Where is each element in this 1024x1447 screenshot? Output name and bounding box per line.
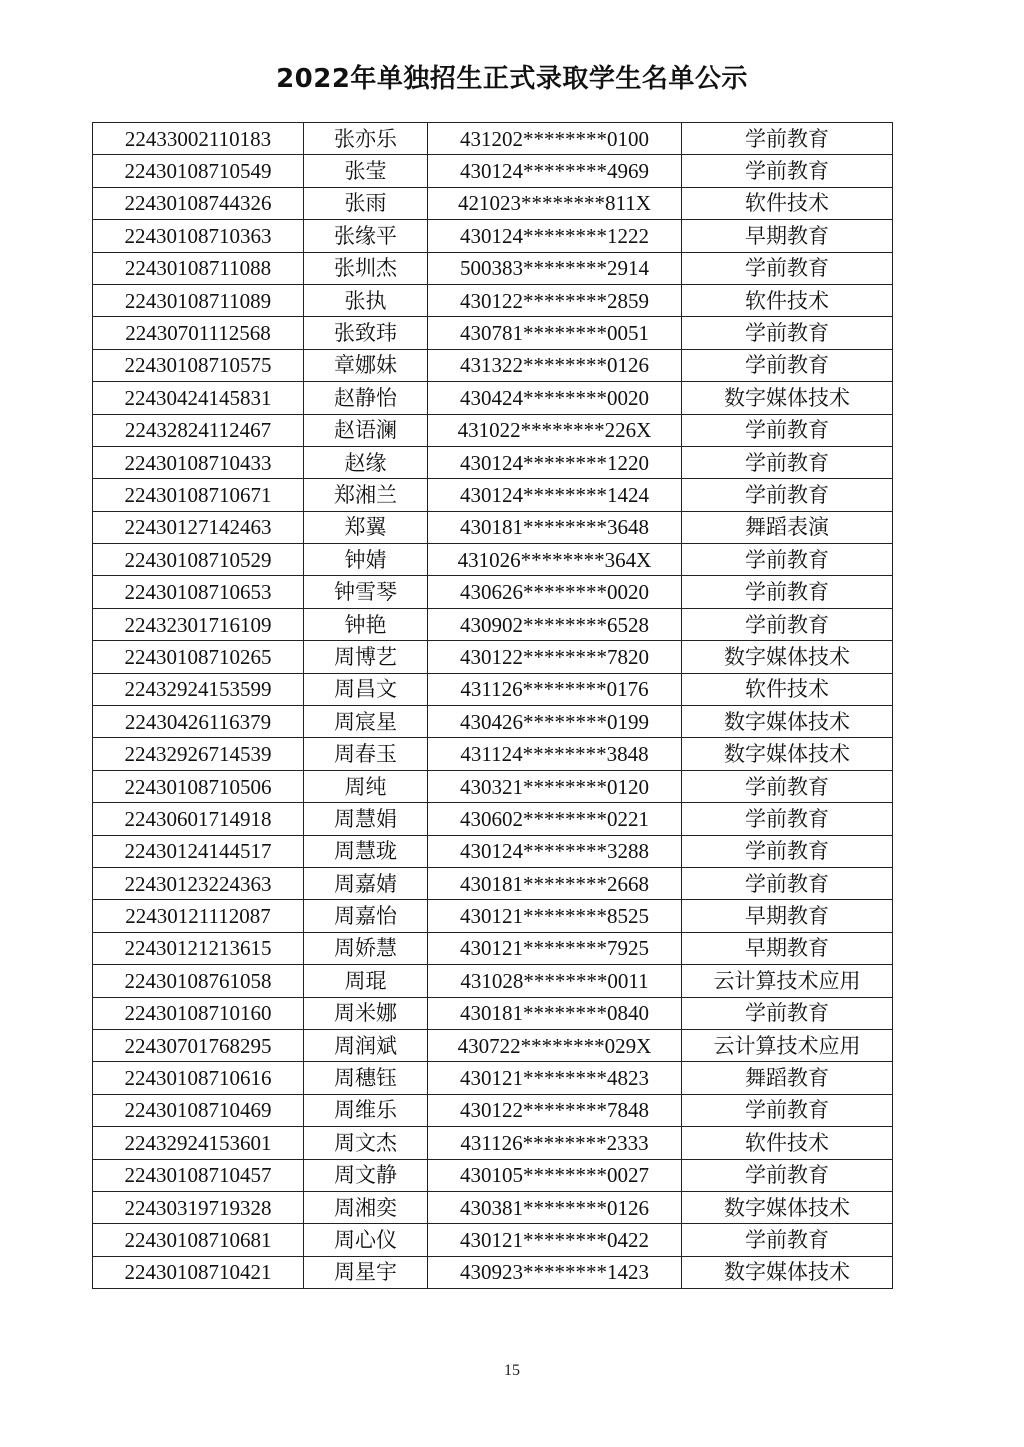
id-number-cell: 430602********0221 [428,803,682,835]
exam-number-cell: 22433002110183 [93,123,304,155]
exam-number-cell: 22432926714539 [93,738,304,770]
exam-number-cell: 22430124144517 [93,835,304,867]
id-number-cell: 430124********3288 [428,835,682,867]
major-cell: 学前教育 [682,1224,893,1256]
table-row [93,641,893,673]
major-cell: 早期教育 [682,220,893,252]
table-row [93,123,893,155]
id-number-cell: 430722********029X [428,1029,682,1061]
student-name-cell: 周春玉 [304,738,428,770]
major-cell: 学前教育 [682,123,893,155]
major-cell: 云计算技术应用 [682,965,893,997]
exam-number-cell: 22430108710653 [93,576,304,608]
student-name-cell: 周穗钰 [304,1062,428,1094]
id-number-cell: 431126********2333 [428,1127,682,1159]
table-row [93,317,893,349]
major-cell: 学前教育 [682,997,893,1029]
exam-number-cell: 22430108710506 [93,770,304,802]
major-cell: 数字媒体技术 [682,1191,893,1223]
exam-number-cell: 22430108710671 [93,479,304,511]
page-title: 2022年单独招生正式录取学生名单公示 [276,64,748,94]
table-row [93,706,893,738]
exam-number-cell: 22430108710549 [93,155,304,187]
table-row [93,867,893,899]
table-row [93,965,893,997]
exam-number-cell: 22430123224363 [93,867,304,899]
id-number-cell: 430626********0020 [428,576,682,608]
table-row [93,803,893,835]
id-number-cell: 430124********1424 [428,479,682,511]
student-name-cell: 周心仪 [304,1224,428,1256]
id-number-cell: 430426********0199 [428,706,682,738]
table-row [93,511,893,543]
major-cell: 软件技术 [682,284,893,316]
exam-number-cell: 22430108710160 [93,997,304,1029]
table-row [93,1094,893,1126]
table-row [93,544,893,576]
student-name-cell: 张缘平 [304,220,428,252]
exam-number-cell: 22432924153601 [93,1127,304,1159]
exam-number-cell: 22430121112087 [93,900,304,932]
id-number-cell: 431126********0176 [428,673,682,705]
student-name-cell: 张圳杰 [304,252,428,284]
id-number-cell: 431322********0126 [428,349,682,381]
major-cell: 舞蹈教育 [682,1062,893,1094]
table-row [93,252,893,284]
exam-number-cell: 22430108710529 [93,544,304,576]
major-cell: 早期教育 [682,900,893,932]
table-row [93,349,893,381]
table-row [93,284,893,316]
major-cell: 学前教育 [682,608,893,640]
id-number-cell: 430124********1222 [428,220,682,252]
table-row [93,220,893,252]
id-number-cell: 430122********7820 [428,641,682,673]
table-row [93,187,893,219]
student-name-cell: 周湘奕 [304,1191,428,1223]
table-row [93,1191,893,1223]
table-row [93,932,893,964]
major-cell: 学前教育 [682,544,893,576]
major-cell: 数字媒体技术 [682,1256,893,1288]
exam-number-cell: 22430424145831 [93,382,304,414]
student-name-cell: 周米娜 [304,997,428,1029]
table-row [93,155,893,187]
exam-number-cell: 22430108710457 [93,1159,304,1191]
exam-number-cell: 22430108710265 [93,641,304,673]
student-name-cell: 周昌文 [304,673,428,705]
major-cell: 学前教育 [682,576,893,608]
student-name-cell: 赵静怡 [304,382,428,414]
major-cell: 学前教育 [682,317,893,349]
student-name-cell: 周星宇 [304,1256,428,1288]
student-name-cell: 周润斌 [304,1029,428,1061]
student-name-cell: 章娜妹 [304,349,428,381]
id-number-cell: 431202********0100 [428,123,682,155]
roster-body [93,123,893,1289]
table-row [93,997,893,1029]
id-number-cell: 430181********0840 [428,997,682,1029]
student-name-cell: 张亦乐 [304,123,428,155]
id-number-cell: 430121********8525 [428,900,682,932]
id-number-cell: 430902********6528 [428,608,682,640]
table-row [93,479,893,511]
exam-number-cell: 22432301716109 [93,608,304,640]
student-name-cell: 周嘉婧 [304,867,428,899]
exam-number-cell: 22430108710433 [93,446,304,478]
student-name-cell: 周文杰 [304,1127,428,1159]
id-number-cell: 431124********3848 [428,738,682,770]
exam-number-cell: 22430108744326 [93,187,304,219]
exam-number-cell: 22430108711089 [93,284,304,316]
page-number: 15 [504,1362,520,1379]
major-cell: 学前教育 [682,446,893,478]
major-cell: 学前教育 [682,349,893,381]
student-name-cell: 周娇慧 [304,932,428,964]
exam-number-cell: 22430601714918 [93,803,304,835]
major-cell: 早期教育 [682,932,893,964]
id-number-cell: 431022********226X [428,414,682,446]
id-number-cell: 430122********7848 [428,1094,682,1126]
table-row [93,446,893,478]
id-number-cell: 431028********0011 [428,965,682,997]
exam-number-cell: 22432824112467 [93,414,304,446]
major-cell: 云计算技术应用 [682,1029,893,1061]
student-name-cell: 赵缘 [304,446,428,478]
major-cell: 学前教育 [682,479,893,511]
student-name-cell: 郑湘兰 [304,479,428,511]
major-cell: 软件技术 [682,673,893,705]
id-number-cell: 500383********2914 [428,252,682,284]
major-cell: 软件技术 [682,1127,893,1159]
student-name-cell: 张执 [304,284,428,316]
exam-number-cell: 22430127142463 [93,511,304,543]
table-row [93,835,893,867]
student-name-cell: 周博艺 [304,641,428,673]
id-number-cell: 430424********0020 [428,382,682,414]
exam-number-cell: 22430319719328 [93,1191,304,1223]
id-number-cell: 430381********0126 [428,1191,682,1223]
major-cell: 学前教育 [682,770,893,802]
major-cell: 学前教育 [682,835,893,867]
table-row [93,738,893,770]
student-name-cell: 周琨 [304,965,428,997]
student-name-cell: 张莹 [304,155,428,187]
id-number-cell: 430121********4823 [428,1062,682,1094]
exam-number-cell: 22430701112568 [93,317,304,349]
exam-number-cell: 22430108710363 [93,220,304,252]
student-name-cell: 周维乐 [304,1094,428,1126]
id-number-cell: 430181********3648 [428,511,682,543]
student-name-cell: 周慧娟 [304,803,428,835]
student-name-cell: 钟艳 [304,608,428,640]
table-row [93,1224,893,1256]
major-cell: 学前教育 [682,252,893,284]
student-name-cell: 钟雪琴 [304,576,428,608]
id-number-cell: 430321********0120 [428,770,682,802]
major-cell: 学前教育 [682,1094,893,1126]
student-name-cell: 郑翼 [304,511,428,543]
major-cell: 数字媒体技术 [682,706,893,738]
id-number-cell: 430105********0027 [428,1159,682,1191]
id-number-cell: 431026********364X [428,544,682,576]
student-name-cell: 钟婧 [304,544,428,576]
id-number-cell: 430124********1220 [428,446,682,478]
major-cell: 学前教育 [682,155,893,187]
id-number-cell: 430122********2859 [428,284,682,316]
id-number-cell: 430923********1423 [428,1256,682,1288]
exam-number-cell: 22430108761058 [93,965,304,997]
major-cell: 数字媒体技术 [682,738,893,770]
id-number-cell: 430181********2668 [428,867,682,899]
student-name-cell: 周慧珑 [304,835,428,867]
exam-number-cell: 22430108710575 [93,349,304,381]
major-cell: 软件技术 [682,187,893,219]
major-cell: 数字媒体技术 [682,382,893,414]
exam-number-cell: 22432924153599 [93,673,304,705]
exam-number-cell: 22430108710681 [93,1224,304,1256]
student-name-cell: 周嘉怡 [304,900,428,932]
major-cell: 学前教育 [682,414,893,446]
student-name-cell: 周文静 [304,1159,428,1191]
major-cell: 学前教育 [682,803,893,835]
table-row [93,608,893,640]
exam-number-cell: 22430108710421 [93,1256,304,1288]
id-number-cell: 421023********811X [428,187,682,219]
id-number-cell: 430121********0422 [428,1224,682,1256]
major-cell: 学前教育 [682,1159,893,1191]
table-row [93,414,893,446]
major-cell: 数字媒体技术 [682,641,893,673]
major-cell: 学前教育 [682,867,893,899]
table-row [93,770,893,802]
student-name-cell: 张致玮 [304,317,428,349]
id-number-cell: 430781********0051 [428,317,682,349]
student-name-cell: 张雨 [304,187,428,219]
table-row [93,673,893,705]
id-number-cell: 430121********7925 [428,932,682,964]
exam-number-cell: 22430121213615 [93,932,304,964]
table-row [93,1256,893,1288]
table-row [93,1159,893,1191]
id-number-cell: 430124********4969 [428,155,682,187]
student-name-cell: 周纯 [304,770,428,802]
major-cell: 舞蹈表演 [682,511,893,543]
exam-number-cell: 22430108710469 [93,1094,304,1126]
student-name-cell: 周宸星 [304,706,428,738]
table-row [93,576,893,608]
table-row [93,1062,893,1094]
exam-number-cell: 22430701768295 [93,1029,304,1061]
table-row [93,900,893,932]
table-row [93,382,893,414]
table-row [93,1127,893,1159]
exam-number-cell: 22430108711088 [93,252,304,284]
admission-roster-table [92,122,893,1289]
exam-number-cell: 22430108710616 [93,1062,304,1094]
table-row [93,1029,893,1061]
exam-number-cell: 22430426116379 [93,706,304,738]
student-name-cell: 赵语澜 [304,414,428,446]
